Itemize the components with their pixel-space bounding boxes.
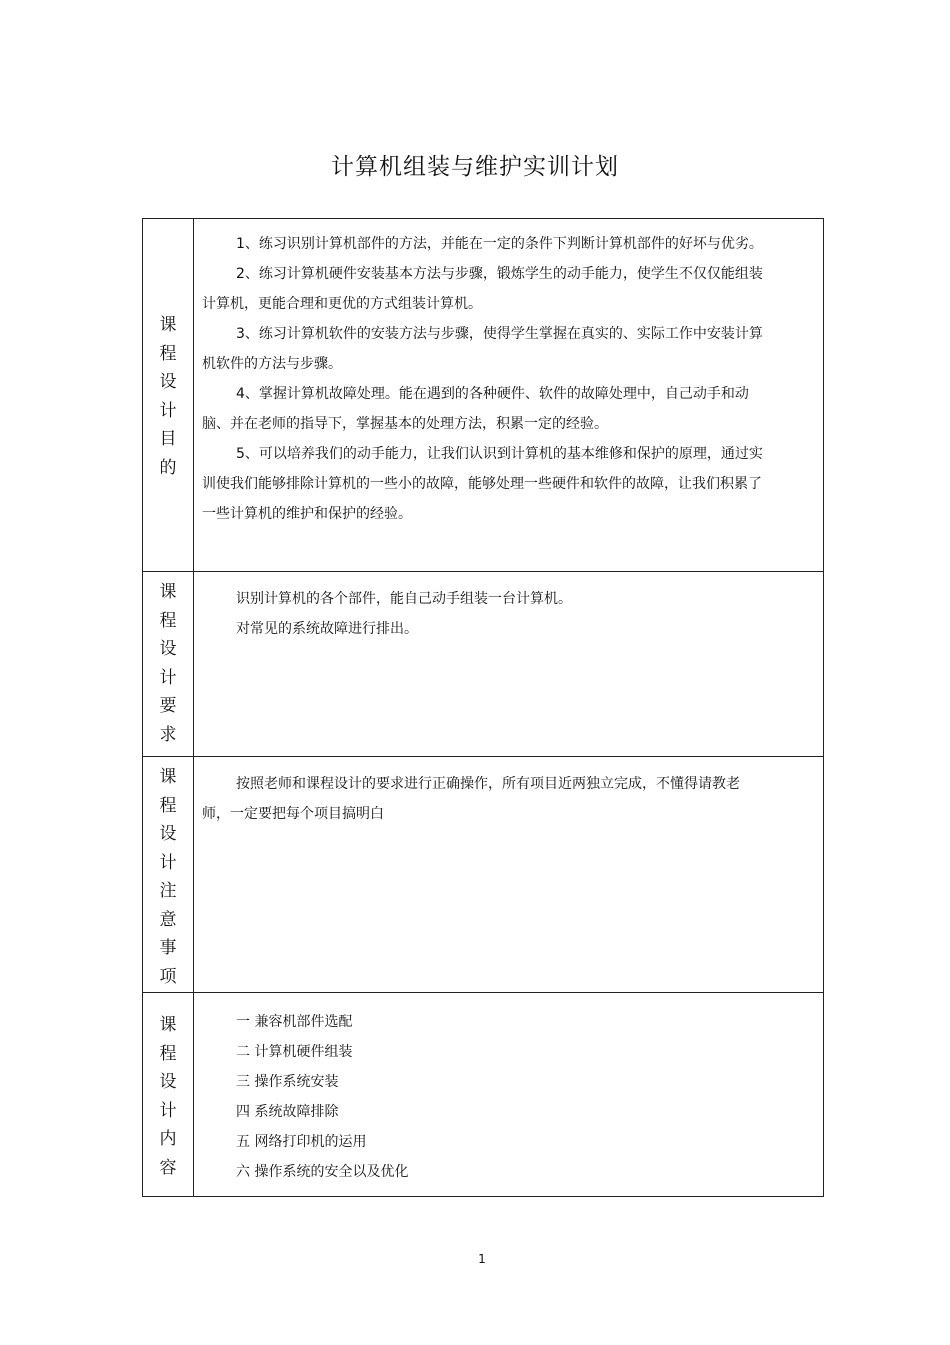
row-label-requirements [143, 572, 194, 757]
label-char: 设 [159, 824, 177, 844]
row-label-contents [143, 993, 194, 1197]
content-item: 一 兼容机部件选配 [236, 1014, 353, 1030]
row-content-requirements [194, 572, 824, 757]
table-row-requirements [143, 572, 824, 757]
content-item: 三 操作系统安装 [236, 1074, 339, 1090]
objective-paragraph: 2、练习计算机硬件安装基本方法与步骤，锻炼学生的动手能力，使学生不仅仅能组装计算机，更能合理和更优的方式组装计算机。 [202, 266, 763, 312]
label-char: 计 [159, 852, 177, 873]
label-char: 目 [159, 429, 177, 449]
label-char: 要 [159, 696, 177, 716]
label-char: 设 [159, 1072, 177, 1092]
row-label-notes [143, 757, 194, 993]
row-content-contents [194, 993, 824, 1197]
label-char: 课 [159, 315, 177, 335]
label-char: 程 [159, 795, 177, 816]
label-char: 内 [159, 1129, 177, 1149]
notes-paragraph: 按照老师和课程设计的要求进行正确操作，所有项目近两独立完成，不懂得请教老师，一定要把每个项目搞明白 [202, 776, 740, 822]
label-char: 事 [159, 938, 177, 958]
label-char: 程 [159, 343, 177, 364]
label-char: 求 [159, 724, 177, 745]
label-char: 设 [159, 639, 177, 659]
table-row-objectives [143, 219, 824, 572]
objective-paragraph: 1、练习识别计算机部件的方法，并能在一定的条件下判断计算机部件的好坏与优劣。 [236, 236, 763, 252]
requirement-line: 对常见的系统故障进行排出。 [236, 621, 418, 637]
label-char: 课 [159, 582, 177, 602]
table-row-notes [143, 757, 824, 993]
label-char: 程 [159, 610, 177, 631]
label-char: 设 [159, 372, 177, 392]
row-label-objectives [143, 219, 194, 572]
label-char: 项 [159, 966, 177, 987]
label-char: 程 [159, 1043, 177, 1064]
requirement-line: 识别计算机的各个部件，能自己动手组装一台计算机。 [236, 591, 572, 607]
row-content-notes [194, 757, 824, 993]
content-item: 二 计算机硬件组装 [236, 1044, 353, 1060]
label-char: 计 [159, 1100, 177, 1121]
label-char: 注 [159, 881, 177, 901]
content-item: 五 网络打印机的运用 [236, 1134, 367, 1150]
content-item: 四 系统故障排除 [236, 1104, 339, 1120]
label-char: 计 [159, 400, 177, 421]
label-char: 意 [159, 909, 177, 930]
label-char: 课 [159, 1015, 177, 1035]
row-content-objectives [194, 219, 824, 572]
objective-paragraph: 4、掌握计算机故障处理。能在遇到的各种硬件、软件的故障处理中，自己动手和动脑、并在老师的指导下，掌握基本的处理方法，积累一定的经验。 [202, 386, 749, 432]
content-item: 六 操作系统的安全以及优化 [236, 1164, 409, 1180]
plan-table [142, 218, 824, 1197]
label-char: 的 [159, 457, 177, 478]
page-number: 1 [478, 1252, 486, 1266]
page-title: 计算机组装与维护实训计划 [331, 154, 619, 180]
label-char: 容 [159, 1157, 177, 1178]
table-row-contents [143, 993, 824, 1197]
objective-paragraph: 5、可以培养我们的动手能力，让我们认识到计算机的基本维修和保护的原理，通过实训使我们能够排除计算机的一些小的故障，能够处理一些硬件和软件的故障，让我们积累了一些计算机的维护和保护的经验。 [202, 446, 763, 522]
label-char: 计 [159, 667, 177, 688]
label-char: 课 [159, 767, 177, 787]
objective-paragraph: 3、练习计算机软件的安装方法与步骤，使得学生掌握在真实的、实际工作中安装计算机软件的方法与步骤。 [202, 326, 763, 372]
